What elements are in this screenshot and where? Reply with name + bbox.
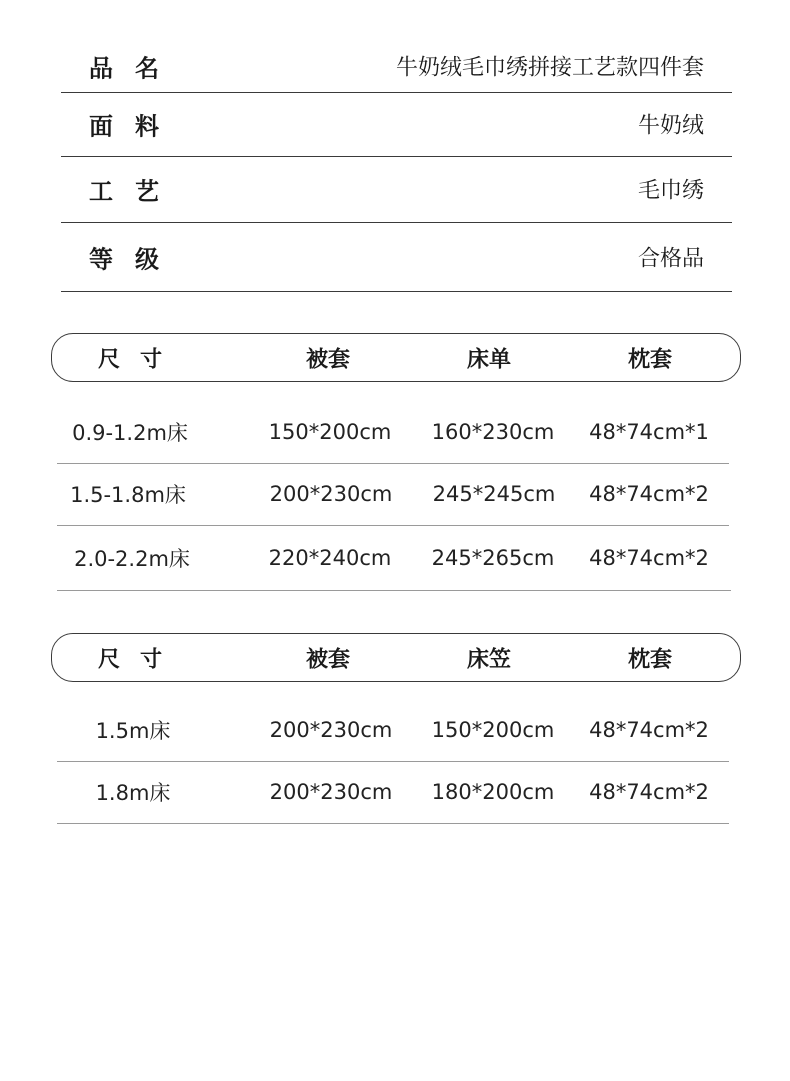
size-table-1-header — [51, 333, 741, 382]
spec-value: 牛奶绒 — [637, 113, 704, 139]
spec-row-name — [61, 40, 732, 93]
size-cell: 1.5m床 — [95, 719, 171, 743]
spec-row-fabric — [61, 92, 732, 157]
spec-row-craft — [61, 156, 732, 223]
duvet-cover-cell: 200*230cm — [269, 718, 393, 742]
size-cell: 1.8m床 — [95, 781, 171, 805]
pillowcase-cell: 48*74cm*2 — [589, 482, 709, 506]
spec-value: 毛巾绣 — [637, 178, 704, 204]
size-cell: 2.0-2.2m床 — [74, 546, 190, 571]
header-duvet-cover: 被套 — [305, 347, 351, 372]
pillowcase-cell: 48*74cm*2 — [589, 780, 709, 804]
bed-sheet-cell: 245*245cm — [432, 482, 556, 506]
fitted-sheet-cell: 150*200cm — [431, 718, 555, 742]
pillowcase-cell: 48*74cm*2 — [589, 718, 709, 742]
duvet-cover-cell: 200*230cm — [269, 780, 393, 804]
pillowcase-cell: 48*74cm*2 — [589, 545, 709, 570]
table-row — [57, 463, 729, 526]
spec-label: 面料 — [89, 112, 181, 141]
duvet-cover-cell: 220*240cm — [268, 545, 392, 570]
spec-value: 合格品 — [637, 246, 704, 271]
spec-value: 牛奶绒毛巾绣拼接工艺款四件套 — [395, 55, 704, 81]
size-cell: 0.9-1.2m床 — [72, 421, 188, 445]
fitted-sheet-cell: 180*200cm — [431, 780, 555, 804]
table-row — [57, 401, 729, 464]
header-duvet-cover: 被套 — [305, 647, 351, 672]
size-cell: 1.5-1.8m床 — [70, 483, 186, 507]
header-pillowcase: 枕套 — [627, 647, 673, 672]
table-row — [57, 699, 729, 762]
table-row — [57, 761, 729, 824]
header-fitted-sheet: 床笠 — [466, 647, 512, 672]
header-size: 尺寸 — [97, 647, 183, 672]
header-size: 尺寸 — [97, 347, 183, 372]
header-bed-sheet: 床单 — [466, 347, 512, 372]
spec-label: 等级 — [89, 245, 181, 273]
bed-sheet-cell: 245*265cm — [431, 545, 555, 570]
bed-sheet-cell: 160*230cm — [431, 420, 555, 444]
pillowcase-cell: 48*74cm*1 — [589, 420, 709, 444]
spec-row-grade — [61, 222, 732, 292]
size-table-2-header — [51, 633, 741, 682]
table-row — [57, 525, 731, 591]
header-pillowcase: 枕套 — [627, 347, 673, 372]
duvet-cover-cell: 200*230cm — [269, 482, 393, 506]
spec-label: 工艺 — [89, 177, 181, 206]
spec-label: 品名 — [89, 54, 181, 83]
duvet-cover-cell: 150*200cm — [268, 420, 392, 444]
